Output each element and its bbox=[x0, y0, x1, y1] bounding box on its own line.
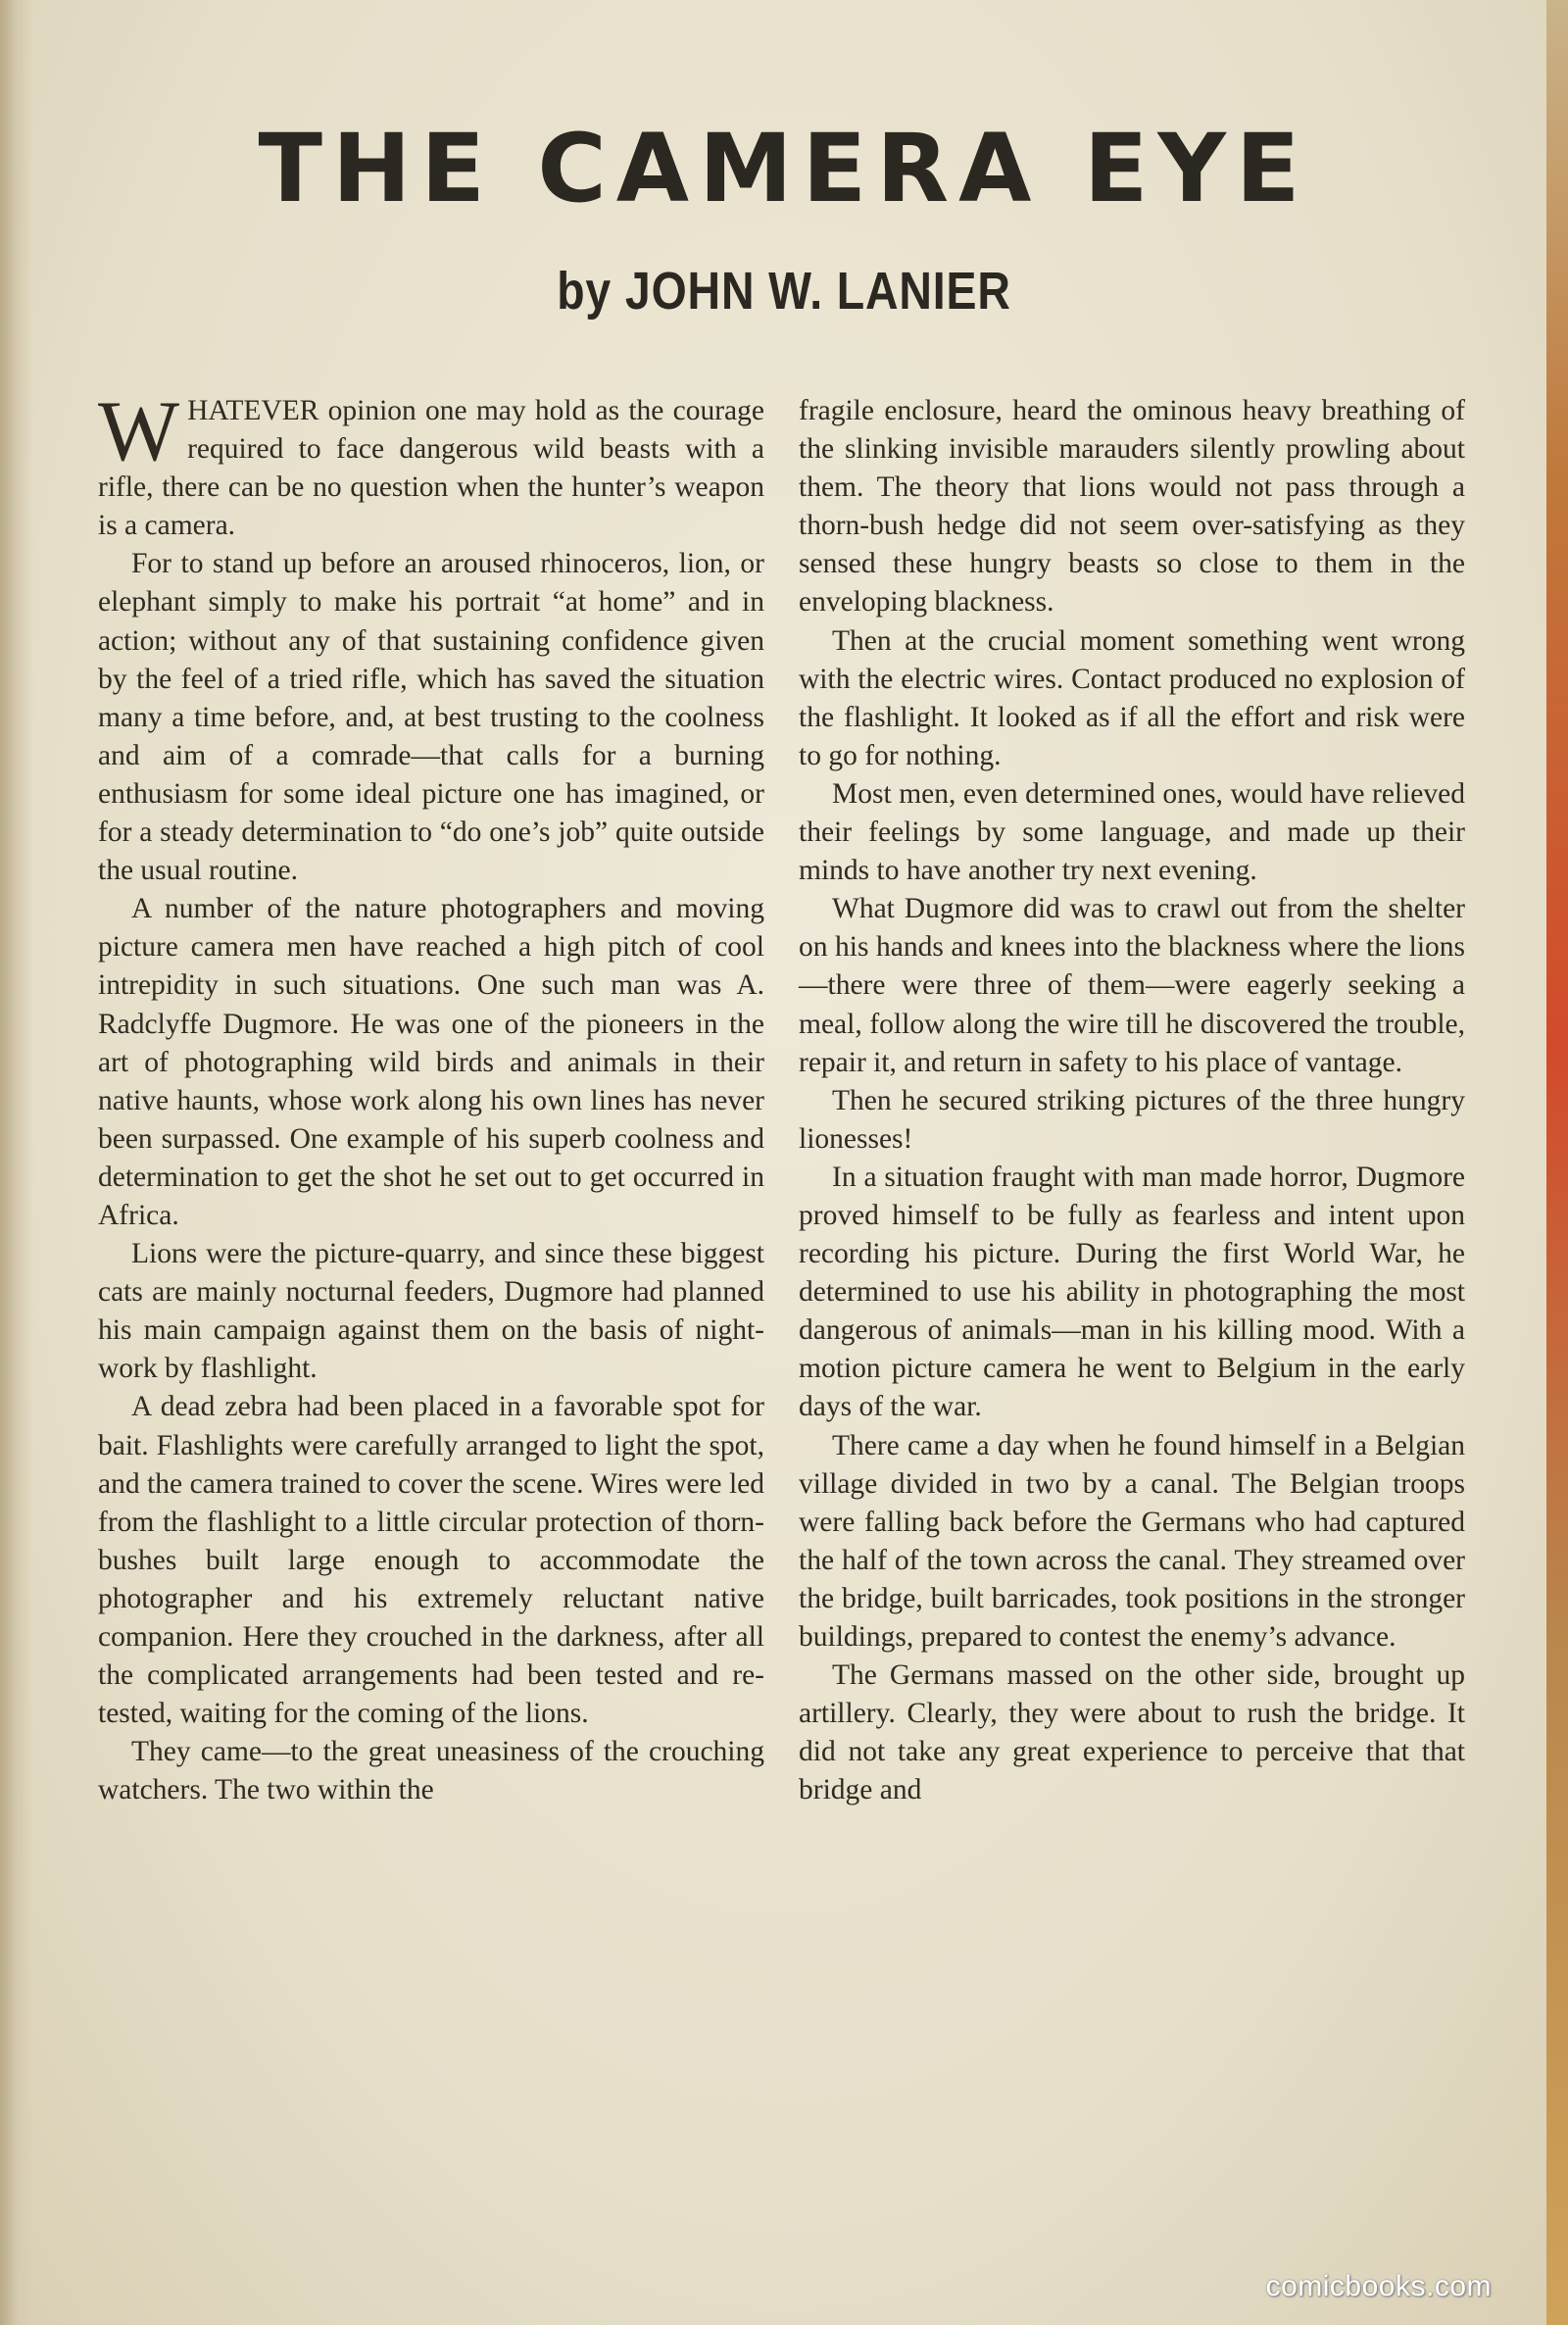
paragraph: For to stand up before an aroused rhinoceros, lion, or elephant simply to make his portrait “at home” and in action; without any of that sustaining confidence given by the feel of a tried rifle, which has saved the situation many a time before, and, at best trusting to the coolness and aim of a comrade—that calls for a burning enthusiasm for some ideal picture one has imagined, or for a steady determination to “do one’s job” quite outside the usual routine. bbox=[98, 548, 764, 887]
paragraph: What Dugmore did was to crawl out from the shelter on his hands and knees into the blackness where the lions—there were three of them—were eagerly seeking a meal, follow along the wire till he discovered the trouble, repair it, and return in safety to his place of vantage. bbox=[799, 893, 1465, 1078]
paragraph bbox=[98, 384, 764, 545]
paragraph: Then he secured striking pictures of the three hungry lionesses! bbox=[799, 1084, 1465, 1155]
right-column bbox=[799, 392, 1465, 1809]
paragraph: A number of the nature photographers and moving picture camera men have reached a high pitch of cool intrepidity in such situations. One such man was A. Radclyffe Dugmore. He was one of the pioneers in the art of photographing wild birds and animals in their native haunts, whose work along his own lines has never been surpassed. One example of his superb coolness and determination to get the shot he set out to get occurred in Africa. bbox=[98, 893, 764, 1231]
paragraph: Most men, even determined ones, would have relieved their feelings by some language, and made up their minds to have another try next evening. bbox=[799, 777, 1465, 887]
left-column bbox=[98, 384, 764, 1809]
paragraph: Then at the crucial moment something went wrong with the electric wires. Contact produced no explosion of the flashlight. It looked as if all the effort and risk were to go for nothing. bbox=[799, 624, 1465, 771]
drop-cap: W bbox=[98, 384, 180, 479]
page-spine-shadow bbox=[0, 0, 33, 2325]
article-byline: by JOHN W. LANIER bbox=[557, 262, 1011, 321]
site-watermark: comicbooks.com bbox=[1265, 2270, 1492, 2302]
paragraph: In a situation fraught with man made horror, Dugmore proved himself to be fully as fearless and intent upon recording his picture. During the first World War, he determined to use his ability in photographing the most dangerous of animals—man in his killing mood. With a motion picture camera he went to Belgium in the early days of the war. bbox=[799, 1161, 1465, 1423]
paragraph: fragile enclosure, heard the ominous heavy breathing of the slinking invisible marauders silently prowling about them. The theory that lions would not pass through a thorn-bush hedge did not seem over-satisfying as they sensed these hungry beasts so close to them in the enveloping blackness. bbox=[799, 395, 1465, 618]
paragraph: There came a day when he found himself in a Belgian village divided in two by a canal. The Belgian troops were falling back before the Germans who had captured the half of the town across the canal. They streamed over the bridge, built barricades, took positions in the stronger buildings, prepared to contest the enemy’s advance. bbox=[799, 1429, 1465, 1653]
paragraph-text: HATEVER opinion one may hold as the courage required to face dangerous wild beasts with a rifle, there can be no question when the hunter’s weapon is a camera. bbox=[98, 395, 764, 542]
paragraph: The Germans massed on the other side, brought up artillery. Clearly, they were about to rush the bridge. It did not take any great experience to perceive that that bridge and bbox=[799, 1659, 1465, 1806]
next-page-edge bbox=[1546, 0, 1568, 2325]
paragraph: They came—to the great uneasiness of the crouching watchers. The two within the bbox=[98, 1736, 764, 1806]
article-title: THE CAMERA EYE bbox=[258, 114, 1310, 223]
paragraph: Lions were the picture-quarry, and since these biggest cats are mainly nocturnal feeders, Dugmore had planned his main campaign against them on the basis of night-work by flashlight. bbox=[98, 1238, 764, 1385]
paragraph: A dead zebra had been placed in a favorable spot for bait. Flashlights were carefully arranged to light the spot, and the camera trained to cover the scene. Wires were led from the flashlight to a little circular protection of thorn-bushes built large enough to accommodate the photographer and his extremely reluctant native companion. Here they crouched in the darkness, after all the complicated arrangements had been tested and re-tested, waiting for the coming of the lions. bbox=[98, 1391, 764, 1730]
